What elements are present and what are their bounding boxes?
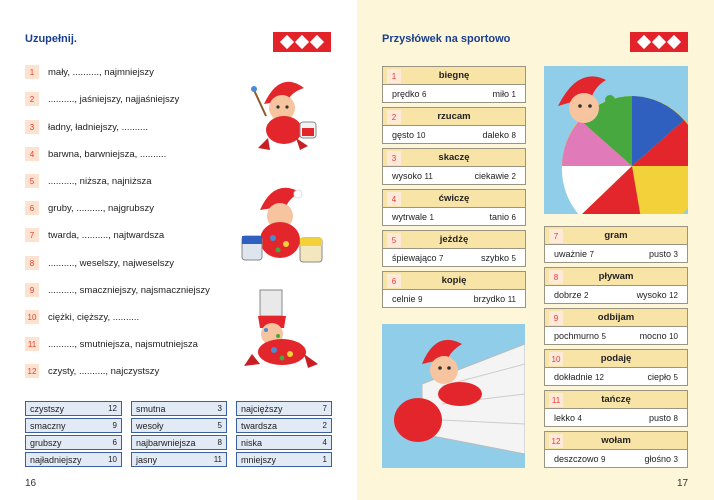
exercise-row bbox=[25, 174, 151, 188]
right-page bbox=[357, 0, 714, 500]
verb-word: gram bbox=[604, 230, 628, 241]
adverb-option-b: szybko 5 bbox=[481, 252, 516, 263]
verb-card bbox=[544, 431, 688, 468]
exercise-number: 6 bbox=[25, 201, 39, 215]
verb-number: 12 bbox=[549, 434, 563, 448]
word-bank-item: niska 4 bbox=[236, 435, 332, 450]
word-bank-item: smutna 3 bbox=[131, 401, 227, 416]
adverb-option-a: celnie 9 bbox=[392, 293, 423, 304]
exercise-number: 5 bbox=[25, 174, 39, 188]
verb-word: rzucam bbox=[437, 111, 471, 122]
verb-number: 3 bbox=[387, 151, 401, 165]
adverb-option-a: wytrwale 1 bbox=[392, 211, 434, 222]
right-heading: Przysłówek na sportowo bbox=[382, 33, 511, 45]
verb-word: biegnę bbox=[438, 70, 470, 81]
verb-word: ćwiczę bbox=[438, 193, 470, 204]
exercise-number: 3 bbox=[25, 120, 39, 134]
exercise-text: mały, .........., najmniejszy bbox=[48, 66, 154, 78]
verb-card bbox=[382, 107, 526, 144]
word-bank-item: najładniejszy 10 bbox=[25, 452, 122, 467]
adverb-option-a: dobrze 2 bbox=[554, 289, 589, 300]
word-bank-item: grubszy 6 bbox=[25, 435, 122, 450]
verb-number: 6 bbox=[387, 274, 401, 288]
exercise-number: 2 bbox=[25, 92, 39, 106]
gnome-beach-ball-illustration bbox=[544, 66, 688, 214]
word-bank-item: mniejszy 1 bbox=[236, 452, 332, 467]
adverb-option-a: lekko 4 bbox=[554, 412, 582, 423]
adverb-option-b: daleko 8 bbox=[482, 129, 516, 140]
verb-card bbox=[544, 267, 688, 304]
exercise-text: .........., niższa, najniższa bbox=[48, 175, 152, 187]
verb-card bbox=[382, 271, 526, 308]
exercise-text: .........., smaczniejszy, najsmaczniejszy bbox=[48, 284, 210, 296]
verb-number: 8 bbox=[549, 270, 563, 284]
word-bank-item: smaczny 9 bbox=[25, 418, 122, 433]
exercise-row bbox=[25, 65, 154, 79]
verb-number: 4 bbox=[387, 192, 401, 206]
adverb-option-a: prędko 6 bbox=[392, 88, 427, 99]
exercise-number: 10 bbox=[25, 310, 39, 324]
word-bank-item: czystszy 12 bbox=[25, 401, 122, 416]
verb-word: kopię bbox=[441, 275, 467, 286]
verb-card bbox=[544, 308, 688, 345]
exercise-number: 1 bbox=[25, 65, 39, 79]
exercise-row bbox=[25, 310, 139, 324]
adverb-option-a: wysoko 11 bbox=[392, 170, 433, 181]
exercise-row bbox=[25, 201, 154, 215]
adverb-option-b: ciepło 5 bbox=[647, 371, 678, 382]
verb-card bbox=[544, 226, 688, 263]
verb-number: 5 bbox=[387, 233, 401, 247]
exercise-number: 11 bbox=[25, 337, 39, 351]
exercise-row bbox=[25, 120, 148, 134]
exercise-text: barwna, barwniejsza, .......... bbox=[48, 148, 167, 160]
verb-word: odbijam bbox=[597, 312, 635, 323]
word-bank-column bbox=[236, 401, 332, 469]
exercise-text: .........., weselszy, najweselszy bbox=[48, 257, 175, 269]
word-bank bbox=[25, 401, 335, 469]
gnome-bucket-on-head-illustration bbox=[238, 288, 324, 372]
adverb-option-a: pochmurno 5 bbox=[554, 330, 606, 341]
exercise-number: 12 bbox=[25, 364, 39, 378]
adverb-option-b: brzydko 11 bbox=[473, 293, 516, 304]
verb-card bbox=[382, 66, 526, 103]
adverb-option-b: mocno 10 bbox=[639, 330, 678, 341]
word-bank-column bbox=[131, 401, 227, 469]
diamond-decoration bbox=[273, 32, 331, 52]
verb-word: jeżdżę bbox=[439, 234, 469, 245]
verb-word: skaczę bbox=[438, 152, 470, 163]
adverb-option-b: miło 1 bbox=[492, 88, 516, 99]
exercise-text: .........., smutniejsza, najsmutniejsza bbox=[48, 338, 198, 350]
adverb-option-a: deszczowo 9 bbox=[554, 453, 606, 464]
right-page-number: 17 bbox=[677, 478, 689, 489]
word-bank-item: wesoły 5 bbox=[131, 418, 227, 433]
diamond-icon bbox=[652, 35, 666, 49]
adverb-option-b: tanio 6 bbox=[489, 211, 516, 222]
exercise-number: 7 bbox=[25, 228, 39, 242]
diamond-icon bbox=[280, 35, 294, 49]
verb-card bbox=[382, 189, 526, 226]
word-bank-item: twardsza 2 bbox=[236, 418, 332, 433]
left-heading: Uzupełnij. bbox=[25, 33, 77, 45]
exercise-text: gruby, .........., najgrubszy bbox=[48, 202, 154, 214]
verb-card bbox=[544, 390, 688, 427]
word-bank-item: najcięższy 7 bbox=[236, 401, 332, 416]
adverb-option-b: pusto 3 bbox=[649, 248, 678, 259]
verb-card bbox=[382, 230, 526, 267]
exercise-text: czysty, .........., najczystszy bbox=[48, 365, 160, 377]
verb-number: 9 bbox=[549, 311, 563, 325]
verb-word: podaję bbox=[600, 353, 632, 364]
gnome-painting-illustration bbox=[242, 70, 326, 152]
adverb-option-b: wysoko 12 bbox=[636, 289, 678, 300]
exercise-row bbox=[25, 147, 166, 161]
adverb-option-b: pusto 8 bbox=[649, 412, 678, 423]
exercise-row bbox=[25, 228, 164, 242]
exercise-number: 9 bbox=[25, 283, 39, 297]
exercise-text: .........., jaśniejszy, najjaśniejszy bbox=[48, 93, 180, 105]
left-page-number: 16 bbox=[25, 478, 37, 489]
exercise-row bbox=[25, 337, 198, 351]
diamond-icon bbox=[637, 35, 651, 49]
word-bank-item: najbarwniejsza 8 bbox=[131, 435, 227, 450]
diamond-icon bbox=[295, 35, 309, 49]
verb-card bbox=[544, 349, 688, 386]
diamond-decoration bbox=[630, 32, 688, 52]
diamond-icon bbox=[310, 35, 324, 49]
adverb-option-b: ciekawie 2 bbox=[474, 170, 516, 181]
word-bank-item: jasny 11 bbox=[131, 452, 227, 467]
adverb-option-a: uważnie 7 bbox=[554, 248, 594, 259]
exercise-text: ciężki, cięższy, .......... bbox=[48, 311, 140, 323]
verb-word: pływam bbox=[598, 271, 634, 282]
adverb-option-b: głośno 3 bbox=[644, 453, 678, 464]
verb-number: 7 bbox=[549, 229, 563, 243]
verb-word: tańczę bbox=[601, 394, 631, 405]
gnome-shuttlecock-illustration bbox=[382, 324, 525, 468]
exercise-number: 8 bbox=[25, 256, 39, 270]
verb-number: 2 bbox=[387, 110, 401, 124]
verb-number: 1 bbox=[387, 69, 401, 83]
verb-word: wołam bbox=[601, 435, 631, 446]
exercise-row bbox=[25, 364, 159, 378]
word-bank-column bbox=[25, 401, 122, 469]
adverb-option-a: dokładnie 12 bbox=[554, 371, 604, 382]
gnome-paint-buckets-illustration bbox=[238, 180, 328, 268]
exercise-row bbox=[25, 92, 179, 106]
adverb-option-a: gęsto 10 bbox=[392, 129, 426, 140]
verb-number: 11 bbox=[549, 393, 563, 407]
exercise-text: twarda, .........., najtwardsza bbox=[48, 229, 165, 241]
exercise-row bbox=[25, 256, 174, 270]
exercise-text: ładny, ładniejszy, .......... bbox=[48, 121, 148, 133]
verb-number: 10 bbox=[549, 352, 563, 366]
diamond-icon bbox=[667, 35, 681, 49]
exercise-row bbox=[25, 283, 210, 297]
verb-card bbox=[382, 148, 526, 185]
exercise-number: 4 bbox=[25, 147, 39, 161]
adverb-option-a: śpiewająco 7 bbox=[392, 252, 444, 263]
